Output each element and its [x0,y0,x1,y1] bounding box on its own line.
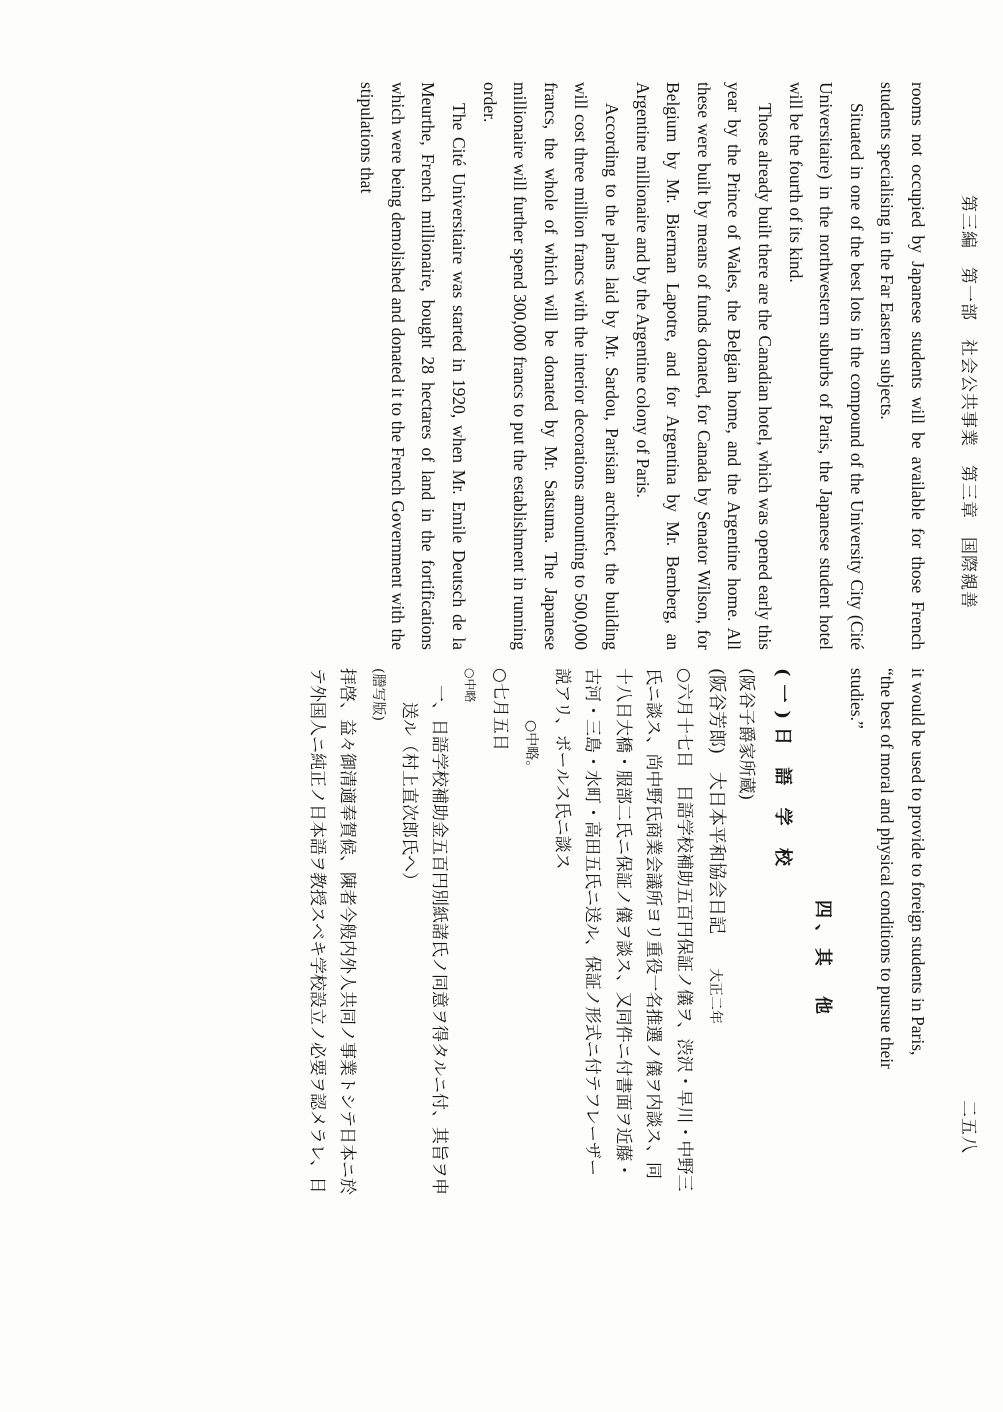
mimeograph-note: (謄写版) [370,668,387,721]
left-english-column [352,82,933,650]
omission-note: ○中略。 [523,720,540,775]
running-header: 第三編 第一部 社会公共事業 第三章 国際親善 [958,195,978,609]
page-number: 二五八 [958,1100,978,1154]
section-heading: 四、其 他 [812,900,834,1020]
diary-title-text: (阪谷芳郎) 大日本平和協会日記 [705,668,727,935]
diary-year: 大正二年 [706,968,723,1025]
right-column [301,668,933,1252]
diary-item: 一、日語学校補助金五百円別紙諸氏ノ同意ヲ得タルニ付、其旨ヲ申 [429,685,450,1195]
paragraph: rooms not occupied by Japanese students will be available for those French students specialising in the Far Eastern subjects. [877,82,928,650]
letter-line: テ外国人ニ純正ノ日本語ヲ教授スベキ学校設立ノ必要ヲ認メラレ、日 [306,668,327,1194]
continuation-line: it would be used to provide to foreign students in Paris, [908,668,928,1056]
diary-line: 十八日大橋・服部二氏ニ保証ノ儀ヲ談ス、又同件ニ付書面ヲ近藤・ [612,668,633,1179]
diary-line: 説アリ、ボールス氏ニ談ス [551,668,572,870]
diary-line: ○六月十七日 日語学校補助五百円保証ノ儀ヲ、渋沢・早川・中野三 [674,668,695,1192]
continuation-line: “the best of moral and physical conditions to pursue their [877,668,898,1069]
paragraph: According to the plans laid by Mr. Sardou, Parisian architect, the building will cost three million francs with the interior decorations amounting to 500,000 francs, the whole of which will be donated by Mr. Satsuma. The Japanese millionaire will further spend 300,000 francs to put the establishment in running order. [479,82,623,650]
diary-item-continued: 送ル（村上直次郎氏へ） [398,702,419,889]
paragraph: The Cité Universitaire was started in 1920, when Mr. Emile Deutsch de la Meurthe, French millionaire, bought 28 hectares of land in the fortifications which were being demolished and donated it to the French Government with the stipulations that [357,82,470,650]
diary-title [699,668,731,1252]
paragraph: Situated in one of the best lots in the compound of the University City (Cité Universitaire) in the northwestern suburbs of Paris, the Japanese student hotel will be the fourth of its kind. [785,82,867,650]
diary-line: 氏ニ談ス、尚中野氏商業会議所ヨリ重役一名推選ノ儀ヲ内談ス、同 [643,668,664,1180]
letter-line: 拝啓、益々御清適奉賀候、陳者今般内外人共同ノ事業トシテ日本ニ於 [337,668,358,1195]
source-note: (阪谷子爵家所蔵) [736,668,757,801]
paragraph: Those already built there are the Canadian hotel, which was opened early this year by the Prince of Wales, the Belgian home, and the Argentine home. All these were built by means of funds donated, for Canada by Senator Wilson, for Belgium by Mr. Bierman Lapotre, and for Argentina by Mr. Bemberg, an Argentine millionaire and by the Argentine colony of Paris. [632,82,776,650]
omission-note: ○中略 [462,668,477,703]
diary-date: ○七月五日 [490,668,511,751]
subsection-heading: (一)日 語 学 校 [772,668,794,874]
continuation-line: studies.” [846,668,867,729]
diary-line: 古河・三島・水町・高田五氏ニ送ル、保証ノ形式ニ付テフレーザー [582,668,603,1176]
